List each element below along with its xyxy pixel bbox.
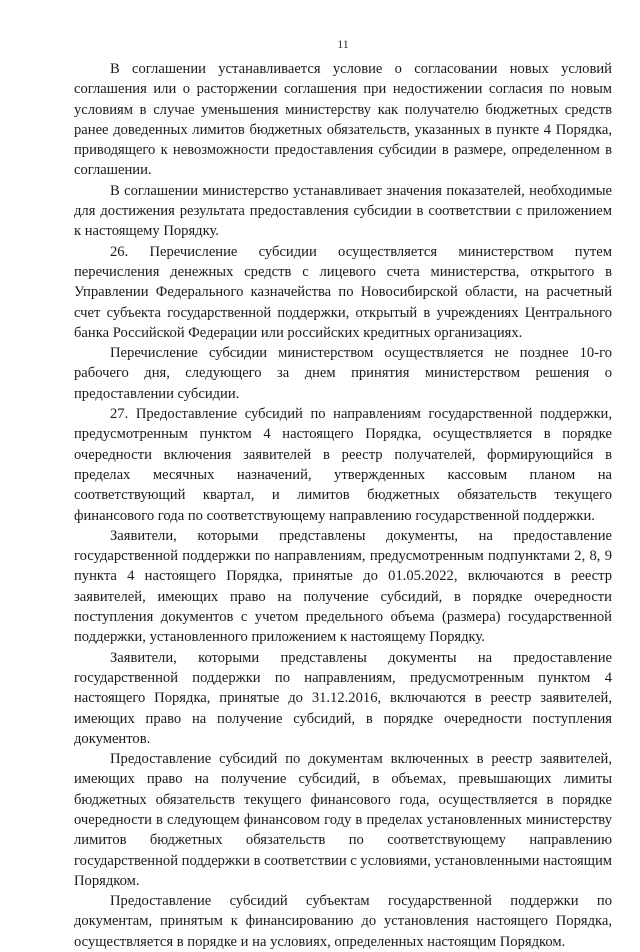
document-body <box>74 59 612 952</box>
page-number: 11 <box>337 37 349 51</box>
paragraph-item-26-transfer: 26. Перечисление субсидии осуществляется министерством путем перечисления денежных средств с лицевого счета министерства, открытого в Управлении Федерального казначейства по Новосибирской области, на расчетный счет субъекта государственной поддержки, открытый в учреждениях Центрального банка Российской Федерации или российских кредитных организациях. <box>74 243 612 341</box>
paragraph-excess-limits: Предоставление субсидий по документам включенных в реестр заявителей, имеющих право на получение субсидий, в объемах, превышающих лимиты бюджетных обязательств текущего финансового года, осуществляется в порядке очередности в следующем финансовом году в пределах установленных министерству лимитов бюджетных обязательств по соответствующему направлению государственной поддержки в соответствии с условиями, установленными настоящим Порядком. <box>74 751 612 889</box>
paragraph-prior-documents: Предоставление субсидий субъектам государственной поддержки по документам, принятым к финансированию до установления настоящего Порядка, осуществляется в порядке и на условиях, определенных настоящим Порядком. <box>74 893 612 950</box>
paragraph-item-27-order: 27. Предоставление субсидий по направлениям государственной поддержки, предусмотренным пунктом 4 настоящего Порядка, осуществляется в порядке очередности включения заявителей в реестр получателей, формирующийся в пределах месячных назначений, утвержденных кассовым планом на соответствующий квартал, и лимитов бюджетных обязательств текущего финансового года по соответствующему направлению государственной поддержки. <box>74 406 612 524</box>
paragraph-indicator-values: В соглашении министерство устанавливает значения показателей, необходимые для достижения результата предоставления субсидии в соответствии с приложением к настоящему Порядку. <box>74 182 612 240</box>
paragraph-applicants-2016: Заявители, которыми представлены документы на предоставление государственной поддержки по направлениям, предусмотренным пунктом 4 настоящего Порядка, принятые до 31.12.2016, включаются в реестр заявителей, имеющих право на получение субсидий, в порядке очередности поступления документов. <box>74 649 612 747</box>
paragraph-transfer-deadline: Перечисление субсидии министерством осуществляется не позднее 10-го рабочего дня, следующего за днем принятия министерством решения о предоставлении субсидии. <box>74 345 612 402</box>
document-page <box>74 0 612 950</box>
paragraph-agreement-terms: В соглашении устанавливается условие о согласовании новых условий соглашения или о расторжении соглашения при недостижении согласия по новым условиям в случае уменьшения министерству как получателю бюджетных средств ранее доведенных лимитов бюджетных обязательств, указанных в пункте 4 Порядка, приводящего к невозможности предоставления субсидии в размере, определенном в соглашении. <box>74 61 612 179</box>
paragraph-applicants-2022: Заявители, которыми представлены документы, на предоставление государственной поддержки по направлениям, предусмотренным подпунктами 2, 8, 9 пункта 4 настоящего Порядка, принятые до 01.05.2022, включаются в реестр заявителей, имеющих право на получение субсидий, в порядке очередности поступления документов с учетом предельного объема (размера) государственной поддержки, установленного приложением к настоящему Порядку. <box>74 527 612 646</box>
